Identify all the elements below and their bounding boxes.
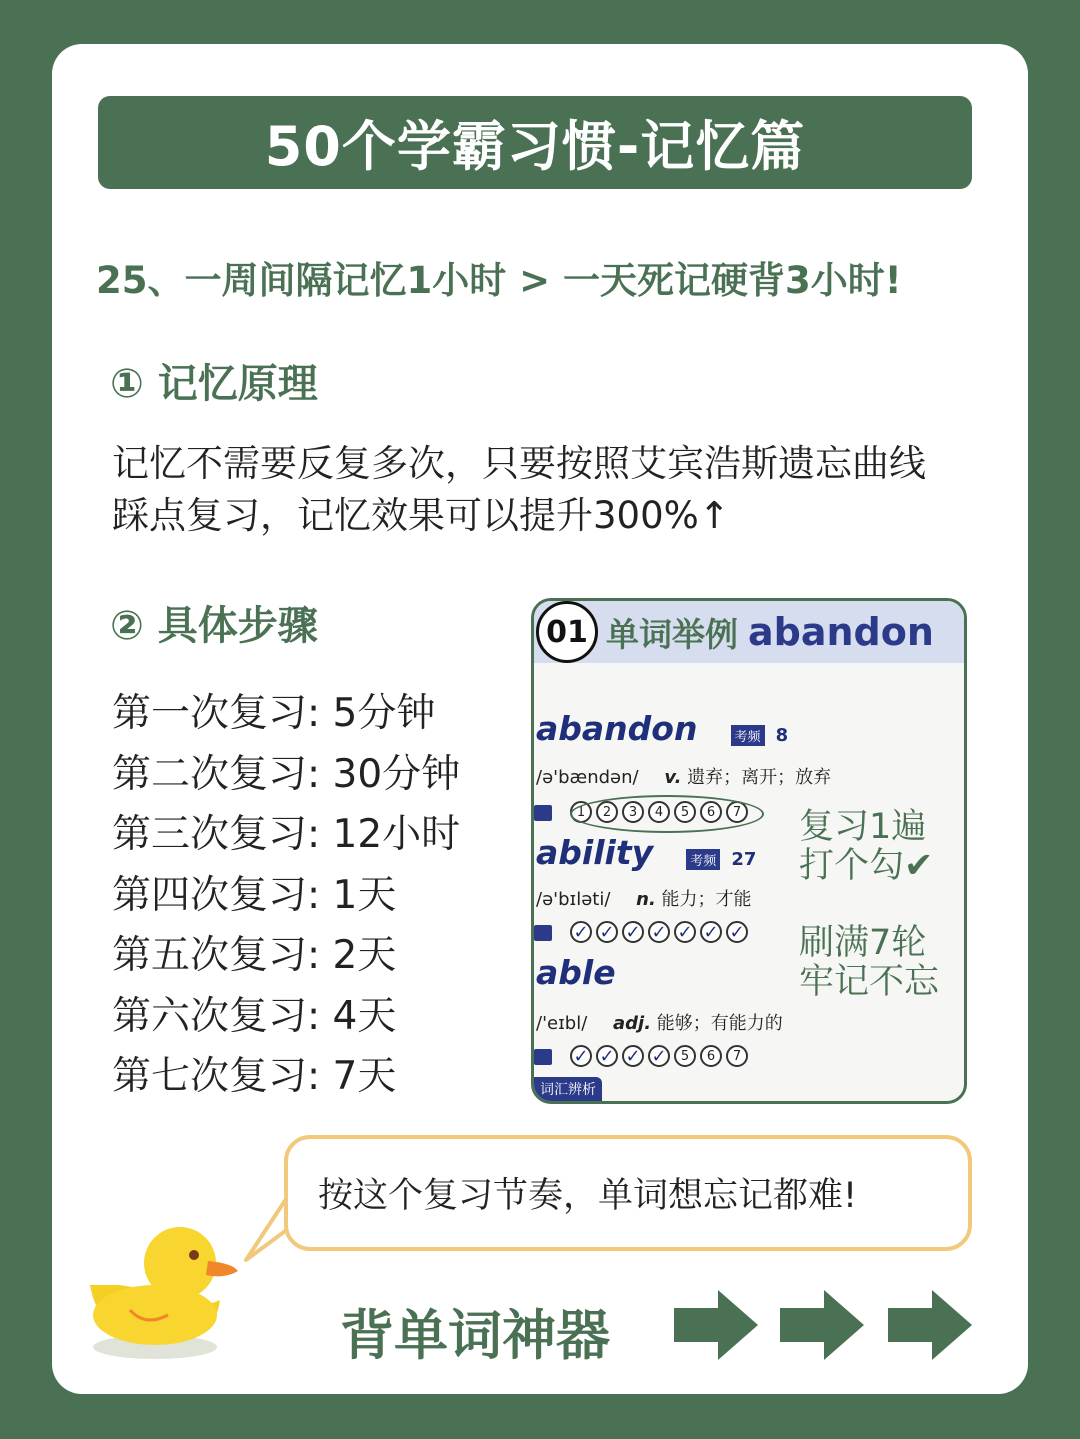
checked-circle: ✓ [570,921,592,943]
number-badge: 01 [536,601,598,663]
checked-circle: ✓ [596,1045,618,1067]
entry-pos: v. [664,767,682,788]
entry-phonetic-line [536,885,752,911]
review-circle: 5 [674,1045,696,1067]
calendar-icon [534,1049,552,1065]
note-seven-rounds: 刷满7轮 牢记不忘 [799,923,940,1002]
review-circles-row [536,801,836,827]
entry-word: abandon [536,709,698,748]
entry-phonetic: /'eɪbl/ [536,1013,588,1034]
review-circles-row [536,921,836,947]
freq-count: 8 [775,725,789,746]
bubble-text: 按这个复习节奏，单词想忘记都难! [318,1176,858,1216]
freq-tag: 考频 [686,849,720,870]
entry-phonetic-line [536,763,831,789]
vocab-analysis-tag: 词汇辨析 [534,1077,602,1101]
review-circles [570,921,836,943]
entry-phonetic: /ə'bɪləti/ [536,889,611,910]
entry-word: able [536,953,616,992]
page-title: 50个学霸习惯-记忆篇 [98,96,972,189]
section-heading-steps: ② 具体步骤 [110,603,318,649]
step-item: 第六次复习: 4天 [112,993,397,1039]
checked-circle: ✓ [622,1045,644,1067]
entry-phonetic: /ə'bændən/ [536,767,639,788]
review-circle: 1 [570,801,592,823]
arrow-right-icon [674,1290,758,1360]
entry-word: ability [536,833,654,872]
bottom-slogan: 背单词神器 [340,1304,610,1367]
review-circle: 6 [700,801,722,823]
review-circle: 7 [726,1045,748,1067]
panel-header [534,601,964,663]
duck-icon [80,1215,240,1365]
panel-label: 单词举例 [606,614,738,654]
entry-pos: adj. [613,1013,652,1034]
note-review-once: 复习1遍 打个勾✔ [799,807,934,886]
principle-text: 记忆不需要反复多次，只要按照艾宾浩斯遗忘曲线踩点复习，记忆效果可以提升300%↑ [112,442,926,537]
dict-entry [536,709,788,748]
arrow-right-icon [888,1290,972,1360]
step-item: 第七次复习: 7天 [112,1054,397,1099]
step-item: 第三次复习: 12小时 [112,812,461,857]
tip-headline: 25、一周间隔记忆1小时 > 一天死记硬背3小时! [96,259,902,302]
checked-circle: ✓ [726,921,748,943]
dict-entry [536,833,756,872]
freq-tag: 考频 [731,725,765,746]
arrow-right-icon [780,1290,864,1360]
review-circle: 3 [622,801,644,823]
review-circle: 2 [596,801,618,823]
step-item: 第五次复习: 2天 [112,933,397,978]
review-circle: 5 [674,801,696,823]
checked-circle: ✓ [570,1045,592,1067]
calendar-icon [534,805,552,821]
steps-list [112,684,460,1108]
speech-bubble [284,1135,972,1251]
highlight-oval [570,795,764,833]
calendar-icon [534,925,552,941]
step-item: 第一次复习: 5分钟 [112,691,436,736]
panel-word: abandon [748,610,934,654]
entry-phonetic-line [536,1009,783,1035]
section-heading-principle: ① 记忆原理 [110,361,318,407]
checked-circle: ✓ [674,921,696,943]
review-circle: 7 [726,801,748,823]
review-circles [570,1045,836,1067]
checked-circle: ✓ [596,921,618,943]
step-item: 第四次复习: 1天 [112,872,397,918]
freq-count: 27 [731,849,757,870]
checked-circle: ✓ [622,921,644,943]
review-circles-row [536,1045,836,1071]
checked-circle: ✓ [700,921,722,943]
entry-pos: n. [636,889,656,910]
review-circle: 6 [700,1045,722,1067]
review-circle: 4 [648,801,670,823]
entry-meaning: 遗弃；离开；放弃 [687,767,832,788]
dict-entry [536,953,616,992]
checked-circle: ✓ [648,921,670,943]
step-item: 第二次复习: 30分钟 [112,751,461,797]
entry-meaning: 能够；有能力的 [656,1013,783,1034]
entry-meaning: 能力；才能 [661,889,752,910]
checked-circle: ✓ [648,1045,670,1067]
